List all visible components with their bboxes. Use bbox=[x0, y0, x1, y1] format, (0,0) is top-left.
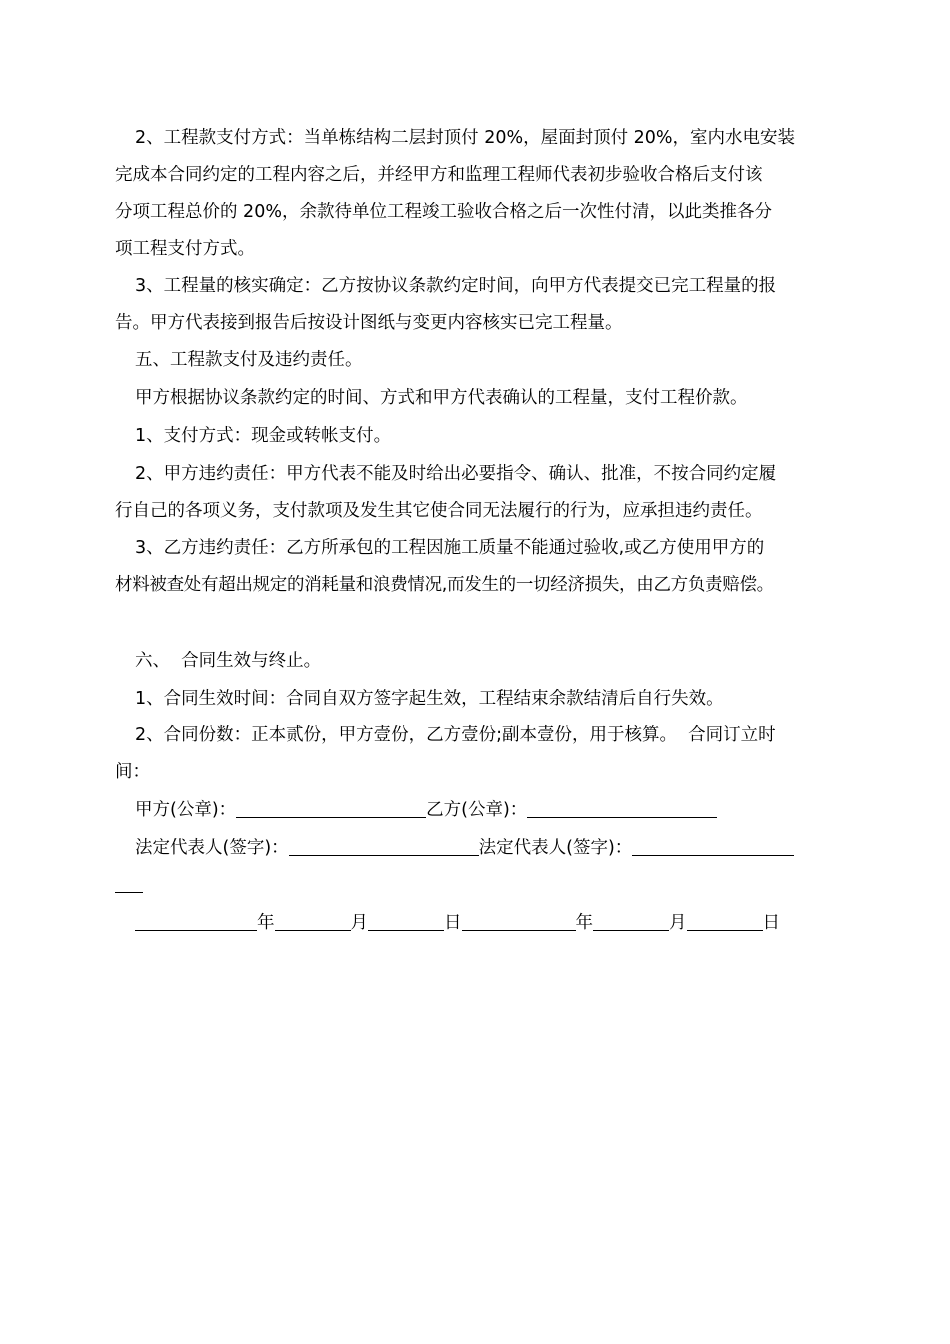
text-line: 3、乙方违约责任：乙方所承包的工程因施工质量不能通过验收,或乙方使用甲方的 bbox=[135, 538, 765, 558]
payment-type-item: 1、支付方式：现金或转帐支付。 bbox=[135, 426, 392, 446]
text-line: 告。甲方代表接到报告后按设计图纸与变更内容核实已完工程量。 bbox=[115, 313, 623, 333]
text-line: 3、工程量的核实确定：乙方按协议条款约定时间，向甲方代表提交已完工程量的报 bbox=[135, 276, 777, 296]
year-a-blank[interactable] bbox=[135, 912, 257, 931]
seal-row bbox=[135, 792, 855, 829]
month-label: 月 bbox=[350, 913, 368, 933]
month-label: 月 bbox=[669, 913, 687, 933]
text-line: 2、合同份数：正本贰份，甲方壹份，乙方壹份;副本壹份，用于核算。 合同订立时 bbox=[135, 725, 776, 745]
text-line: 完成本合同约定的工程内容之后，并经甲方和监理工程师代表初步验收合格后支付该 bbox=[115, 165, 763, 185]
year-label: 年 bbox=[575, 913, 593, 933]
party-a-breach-paragraph bbox=[115, 456, 855, 530]
party-b-breach-paragraph bbox=[115, 530, 855, 604]
section-six-heading: 六、 合同生效与终止。 bbox=[135, 651, 322, 671]
day-a-blank[interactable] bbox=[368, 912, 444, 931]
representative-row bbox=[135, 830, 855, 867]
section-five-intro: 甲方根据协议条款约定的时间、方式和甲方代表确认的工程量，支付工程价款。 bbox=[135, 388, 748, 408]
text-line: 项工程支付方式。 bbox=[115, 239, 255, 259]
party-b-seal-blank[interactable] bbox=[527, 799, 717, 818]
effective-time-item: 1、合同生效时间：合同自双方签字起生效，工程结束余款结清后自行失效。 bbox=[135, 689, 724, 709]
year-b-blank[interactable] bbox=[462, 912, 576, 931]
party-b-seal-label: 乙方(公章)： bbox=[426, 800, 528, 820]
month-b-blank[interactable] bbox=[593, 912, 669, 931]
text-line: 2、甲方违约责任：甲方代表不能及时给出必要指令、确认、批准，不按合同约定履 bbox=[135, 464, 777, 484]
copies-paragraph bbox=[115, 717, 855, 791]
text-line: 行自己的各项义务，支付款项及发生其它使合同无法履行的行为，应承担违约责任。 bbox=[115, 501, 763, 521]
rep-b-label: 法定代表人(签字)： bbox=[478, 838, 633, 858]
rep-a-label: 法定代表人(签字)： bbox=[135, 838, 289, 858]
text-line: 材料被查处有超出规定的消耗量和浪费情况,而发生的一切经济损失，由乙方负责赔偿。 bbox=[115, 575, 774, 595]
rep-b-signature-blank[interactable] bbox=[632, 837, 794, 856]
payment-method-paragraph bbox=[115, 120, 855, 268]
rep-b-signature-blank-continued[interactable] bbox=[115, 874, 143, 893]
section-five-heading: 五、工程款支付及违约责任。 bbox=[135, 350, 363, 370]
representative-row-continuation bbox=[115, 867, 855, 904]
text-line: 间： bbox=[115, 762, 150, 782]
date-row bbox=[135, 905, 855, 942]
day-b-blank[interactable] bbox=[687, 912, 763, 931]
text-line: 2、工程款支付方式：当单栋结构二层封顶付 20%，屋面封顶付 20%，室内水电安装 bbox=[135, 128, 796, 148]
party-a-seal-blank[interactable] bbox=[236, 799, 426, 818]
rep-a-signature-blank[interactable] bbox=[289, 837, 479, 856]
party-a-seal-label: 甲方(公章)： bbox=[135, 800, 237, 820]
month-a-blank[interactable] bbox=[275, 912, 351, 931]
year-label: 年 bbox=[257, 913, 275, 933]
text-line: 分项工程总价的 20%，余款待单位工程竣工验收合格之后一次性付清，以此类推各分 bbox=[115, 202, 772, 222]
quantity-verification-paragraph bbox=[115, 268, 855, 342]
day-label: 日 bbox=[762, 913, 780, 933]
day-label: 日 bbox=[444, 913, 462, 933]
